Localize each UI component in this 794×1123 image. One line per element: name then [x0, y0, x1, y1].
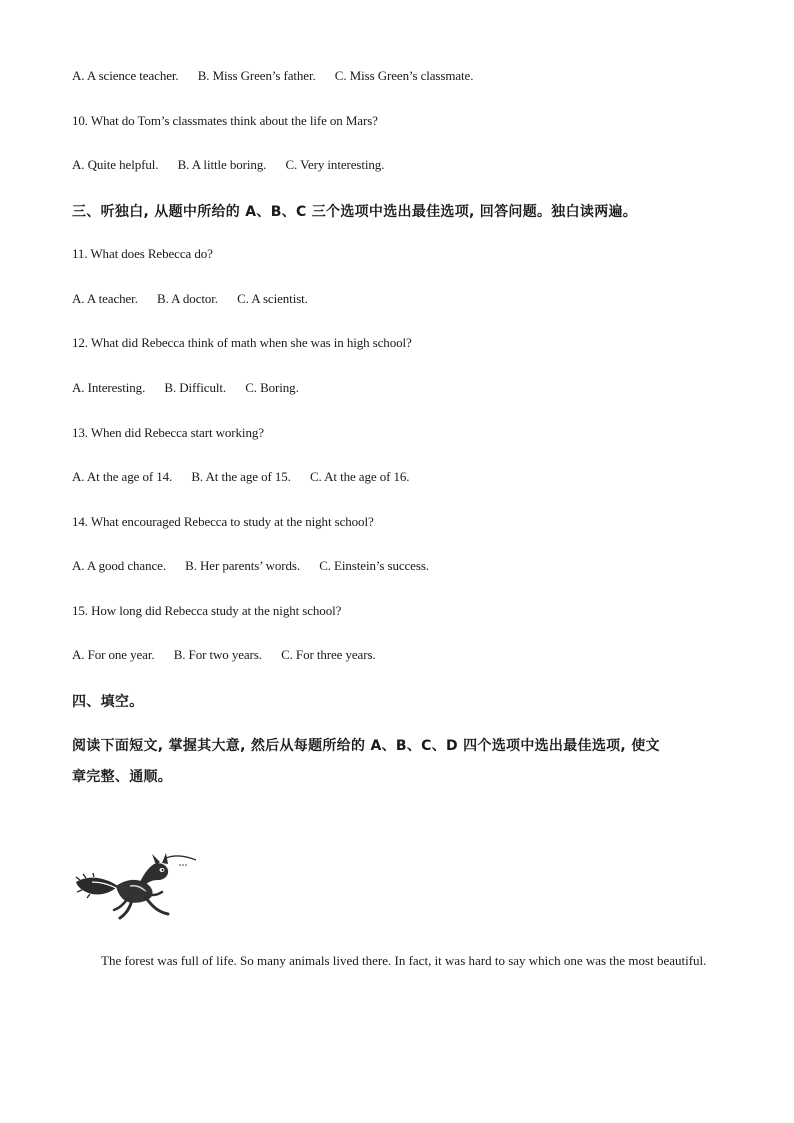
section4-instruction-line1: 阅读下面短文, 掌握其大意, 然后从每题所给的 A、B、C、D 四个选项中选出最佳选项, 使文: [72, 738, 660, 754]
q10-options: [72, 157, 400, 173]
section4-title: 四、填空。: [72, 694, 144, 710]
q9-options: [72, 68, 489, 84]
q14-option-b: B. Her parents’ words.: [185, 558, 301, 573]
q9-option-b: B. Miss Green’s father.: [197, 68, 316, 83]
q13-question: 13. When did Rebecca start working?: [72, 425, 264, 440]
q15-option-b: B. For two years.: [173, 647, 262, 662]
q13-option-c: C. At the age of 16.: [309, 469, 410, 484]
q12-option-a: A. Interesting.: [72, 380, 146, 395]
q14-option-a: A. A good chance.: [72, 558, 166, 573]
q12-question: 12. What did Rebecca think of math when she was in high school?: [72, 335, 412, 350]
q14-options: [72, 558, 445, 574]
q13-option-b: B. At the age of 15.: [191, 469, 291, 484]
q13-option-a: A. At the age of 14.: [72, 469, 173, 484]
q9-option-a: A. A science teacher.: [72, 68, 179, 83]
q11-option-c: C. A scientist.: [237, 291, 308, 306]
q11-option-b: B. A doctor.: [157, 291, 218, 306]
section3-title: 三、听独白, 从题中所给的 A、B、C 三个选项中选出最佳选项, 回答问题。独白读两遍。: [72, 204, 638, 220]
q12-options: [72, 380, 315, 396]
q10-question: 10. What do Tom’s classmates think about the life on Mars?: [72, 113, 378, 128]
section4-instruction-line2: 章完整、通顺。: [72, 769, 173, 785]
q14-option-c: C. Einstein’s success.: [319, 558, 429, 573]
q13-options: [72, 469, 425, 485]
q15-question: 15. How long did Rebecca study at the night school?: [72, 603, 342, 618]
q12-option-b: B. Difficult.: [164, 380, 227, 395]
q10-option-c: C. Very interesting.: [285, 157, 385, 172]
q9-option-c: C. Miss Green’s classmate.: [334, 68, 474, 83]
q11-option-a: A. A teacher.: [72, 291, 138, 306]
q14-question: 14. What encouraged Rebecca to study at the night school?: [72, 514, 374, 529]
q11-question: 11. What does Rebecca do?: [72, 246, 213, 261]
fox-illustration: [72, 852, 202, 926]
q11-options: [72, 291, 324, 307]
q15-option-c: C. For three years.: [281, 647, 376, 662]
q15-options: [72, 647, 392, 663]
q12-option-c: C. Boring.: [245, 380, 299, 395]
passage-paragraph: The forest was full of life. So many animals lived there. In fact, it was hard to say which one was the most beautiful.: [101, 953, 707, 968]
q10-option-a: A. Quite helpful.: [72, 157, 159, 172]
q10-option-b: B. A little boring.: [177, 157, 267, 172]
q15-option-a: A. For one year.: [72, 647, 155, 662]
